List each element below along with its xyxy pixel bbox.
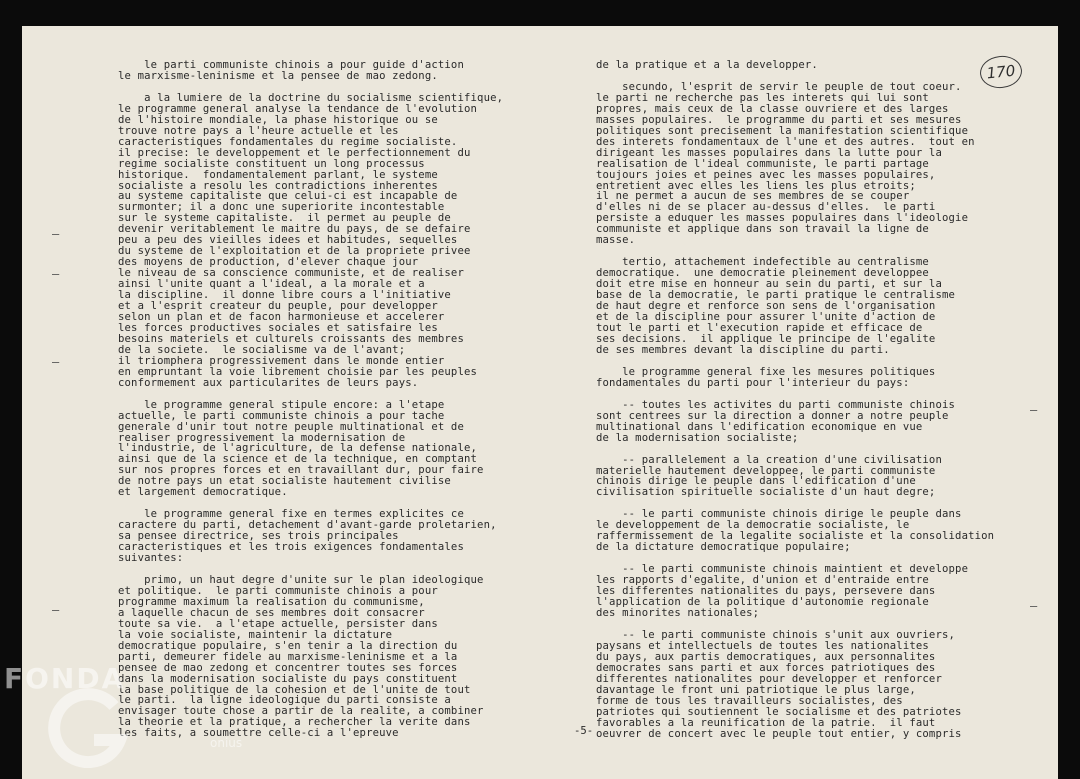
paragraph: a la lumiere de la doctrine du socialisme scientifique, le programme general analyse la tendance de l'evolution de l'histoire mondiale, la phase historique ou se trouve notre pays a l'heure actuelle et les caracteristiques fondamentales du regime socialiste. il precise: le developpement et le perfectionnement du regime socialiste constituent un long processus historique. fondamentalement parlant, le systeme socialiste a resolu les contradictions inherentes au systeme capitaliste que celui-ci est incapable de surmonter; il a donc une superiorite incontestable sur le systeme capitaliste. il permet au peuple de devenir veritablement le maitre du pays, de se defaire peu a peu des vieilles idees et habitudes, sequelles du systeme de l'exploitation et de la propriete privee des moyens de production, d'elever chaque jour le niveau de sa conscience communiste, et de realiser ainsi l'unite quant a l'ideal, a la morale et a la discipline. il donne libre cours a l'initiative et a l'esprit createur du peuple, pour developper selon un plan et de facon harmonieuse et accelerer les forces productives sociales et satisfaire les besoins materiels et culturels croissants des membres de la societe. le socialisme va de l'avant; il triomphera progressivement dans le monde entier en empruntant la voie librement choisie par les peuples conformement aux particularites de leurs pays.	[118, 91, 504, 389]
margin-tick: –	[52, 267, 60, 281]
paragraph: -- le parti communiste chinois s'unit aux ouvriers, paysans et intellectuels de toutes les nationalites du pays, aux partis democratiques, aux personnalites democrates sans parti et aux forces patriotiques des differentes nationalites pour developper et renforcer davantage le front uni patriotique le plus large, forme de tous les travailleurs socialistes, des patriotes qui soutiennent le socialisme et des patriotes favorables a la reunification de la patrie. il faut oeuvrer de concert avec le peuple tout entier, y compris	[596, 628, 962, 740]
archive-number-stamp: 170	[978, 54, 1023, 90]
margin-tick: –	[52, 603, 60, 617]
left-text-column	[118, 60, 518, 739]
watermark-subtext: onius	[210, 736, 243, 750]
paragraph: -- le parti communiste chinois dirige le peuple dans le developpement de la democratie socialiste, le raffermissement de la legalite socialiste et la consolidation de la dictature democratique populaire;	[596, 508, 995, 554]
paragraph: le programme general stipule encore: a l'etape actuelle, le parti communiste chinois a pour tache generale d'unir tout notre peuple multinational et de realiser progressivement la modernisation de l'industrie, de l'agriculture, de la defense nationale, ainsi que de la science et de la technique, en comptant sur nos propres forces et en travaillant dur, pour faire de notre pays un etat socialiste hautement civilise et largement democratique.	[118, 398, 484, 499]
paragraph: tertio, attachement indefectible au centralisme democratique. une democratie pleinement developpee doit etre mise en honneur au sein du parti, et sur la base de la democratie, le parti pratique le centralisme de haut degre et renforce son sens de l'organisation et de la discipline pour assurer l'unite d'action de tout le parti et l'execution rapide et efficace de ses decisions. il applique le principe de l'egalite de ses membres devant la discipline du parti.	[596, 256, 956, 356]
paragraph: le parti communiste chinois a pour guide d'action le marxisme-leninisme et la pensee de mao zedong.	[118, 59, 464, 82]
watermark-name: FONDA	[4, 662, 126, 695]
margin-tick: –	[52, 227, 60, 241]
paragraph: de la pratique et a la developper.	[596, 59, 818, 71]
paragraph: le programme general fixe en termes explicites ce caractere du parti, detachement d'avant-garde proletarien, sa pensee directrice, ses trois principales caracteristiques et les trois exigences fondamentales suivantes:	[118, 508, 497, 565]
paragraph: -- parallelement a la creation d'une civilisation materielle hautement developpee, le parti communiste chinois dirige le peuple dans l'edification d'une civilisation spirituelle socialiste d'un haut degre;	[596, 453, 942, 499]
paragraph: -- toutes les activites du parti communiste chinois sont centrees sur la direction a donner a notre peuple multinational dans l'edification economique en vue de la modernisation socialiste;	[596, 398, 956, 444]
paragraph: le programme general fixe les mesures politiques fondamentales du parti pour l'interieur du pays:	[596, 365, 936, 389]
document-page	[22, 26, 1058, 779]
page-number: -5-	[574, 725, 594, 737]
paragraph: primo, un haut degre d'unite sur le plan ideologique et politique. le parti communiste chinois a pour programme maximum la realisation du communisme, a laquelle chacun de ses membres doit consacrer toute sa vie. a l'etape actuelle, persister dans la voie socialiste, maintenir la dictature democratique populaire, s'en tenir a la direction du parti, demeurer fidele au marxisme-leninisme et a la pensee de mao zedong et concentrer toutes ses forces dans la modernisation socialiste du pays constituent la base politique de la cohesion et de l'unite de tout le parti. la ligne ideologique du parti consiste a envisager toute chose a partir de la realite, a combiner la theorie et la pratique, a rechercher la verite dans les faits, a soumettre celle-ci a l'epreuve	[118, 573, 484, 740]
margin-tick: –	[1030, 599, 1038, 613]
paragraph: secundo, l'esprit de servir le peuple de tout coeur. le parti ne recherche pas les interets qui lui sont propres, mais ceux de la classe ouvriere et des larges masses populaires. le programme du parti et ses mesures politiques sont precisement la manifestation scientifique des interets fondamentaux de l'une et des autres. tout en dirigeant les masses populaires dans la lutte pour la realisation de l'ideal communiste, le parti partage toujours joies et peines avec les masses populaires, entretient avec elles les liens les plus etroits; il ne permet a aucun de ses membres de se couper d'elles ni de se placer au-dessus d'elles. le parti persiste a eduquer les masses populaires dans l'ideologie communiste et applique dans son travail la ligne de masse.	[596, 80, 975, 247]
paragraph: -- le parti communiste chinois maintient et developpe les rapports d'egalite, d'union et d'entraide entre les differentes nationalites du pays, persevere dans l'application de la politique d'autonomie regionale des minorites nationales;	[596, 563, 969, 619]
margin-tick: –	[52, 355, 60, 369]
right-text-column	[596, 60, 1006, 739]
margin-tick: –	[1030, 403, 1038, 417]
